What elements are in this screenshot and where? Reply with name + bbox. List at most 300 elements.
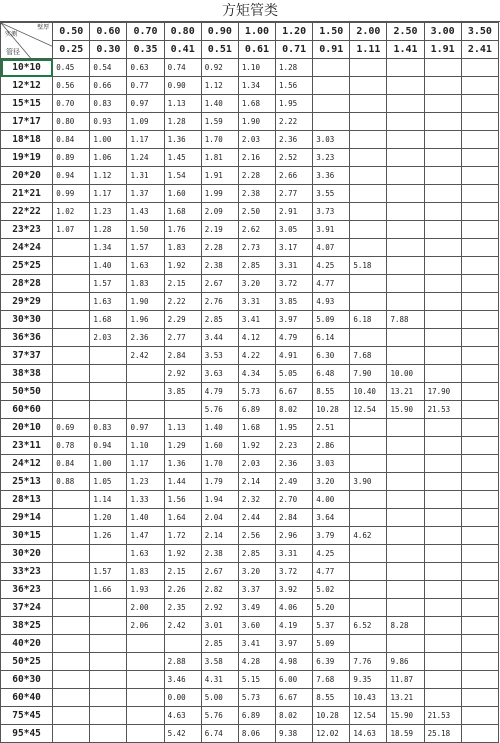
weight-cell[interactable]: 3.31	[238, 293, 275, 311]
weight-cell[interactable]: 0.00	[164, 689, 201, 707]
weight-cell[interactable]: 3.44	[201, 329, 238, 347]
weight-cell[interactable]	[461, 455, 498, 473]
pipe-size-cell[interactable]: 24*24	[1, 239, 53, 257]
pipe-size-cell[interactable]: 24*12	[1, 455, 53, 473]
weight-cell[interactable]: 1.96	[127, 311, 164, 329]
weight-cell[interactable]	[461, 257, 498, 275]
weight-cell[interactable]	[127, 383, 164, 401]
weight-cell[interactable]	[461, 221, 498, 239]
weight-cell[interactable]: 8.02	[276, 401, 313, 419]
weight-cell[interactable]: 8.55	[313, 689, 350, 707]
weight-cell[interactable]: 2.85	[238, 257, 275, 275]
header-measured-thickness[interactable]: 0.91	[313, 41, 350, 59]
weight-cell[interactable]: 3.79	[313, 527, 350, 545]
weight-cell[interactable]	[350, 113, 387, 131]
pipe-size-cell[interactable]: 30*15	[1, 527, 53, 545]
weight-cell[interactable]: 2.03	[90, 329, 127, 347]
weight-cell[interactable]: 2.66	[276, 167, 313, 185]
weight-cell[interactable]: 6.14	[313, 329, 350, 347]
weight-cell[interactable]: 1.20	[90, 509, 127, 527]
header-nominal-thickness[interactable]: 0.50	[53, 23, 90, 41]
weight-cell[interactable]: 1.94	[201, 491, 238, 509]
weight-cell[interactable]: 7.68	[313, 671, 350, 689]
weight-cell[interactable]: 3.73	[313, 203, 350, 221]
weight-cell[interactable]	[461, 653, 498, 671]
weight-cell[interactable]	[350, 599, 387, 617]
weight-cell[interactable]	[424, 311, 461, 329]
weight-cell[interactable]: 1.83	[127, 563, 164, 581]
weight-cell[interactable]: 2.09	[201, 203, 238, 221]
weight-cell[interactable]	[387, 95, 424, 113]
weight-cell[interactable]	[424, 257, 461, 275]
weight-cell[interactable]: 1.43	[127, 203, 164, 221]
weight-cell[interactable]	[90, 383, 127, 401]
weight-cell[interactable]: 2.50	[238, 203, 275, 221]
weight-cell[interactable]	[90, 401, 127, 419]
weight-cell[interactable]	[350, 635, 387, 653]
weight-cell[interactable]	[387, 509, 424, 527]
weight-cell[interactable]: 3.91	[313, 221, 350, 239]
header-nominal-thickness[interactable]: 1.20	[276, 23, 313, 41]
weight-cell[interactable]	[350, 95, 387, 113]
weight-cell[interactable]: 5.20	[313, 599, 350, 617]
weight-cell[interactable]: 1.28	[164, 113, 201, 131]
weight-cell[interactable]: 2.23	[276, 437, 313, 455]
weight-cell[interactable]: 3.05	[276, 221, 313, 239]
weight-cell[interactable]	[387, 77, 424, 95]
weight-cell[interactable]: 2.06	[127, 617, 164, 635]
weight-cell[interactable]	[387, 275, 424, 293]
weight-cell[interactable]: 2.44	[238, 509, 275, 527]
weight-cell[interactable]: 1.23	[127, 473, 164, 491]
weight-cell[interactable]: 9.86	[387, 653, 424, 671]
weight-cell[interactable]: 10.40	[350, 383, 387, 401]
weight-cell[interactable]: 2.88	[164, 653, 201, 671]
weight-cell[interactable]	[387, 167, 424, 185]
weight-cell[interactable]: 2.56	[238, 527, 275, 545]
weight-cell[interactable]	[461, 671, 498, 689]
weight-cell[interactable]: 1.79	[201, 473, 238, 491]
weight-cell[interactable]: 3.36	[313, 167, 350, 185]
weight-cell[interactable]	[461, 689, 498, 707]
weight-cell[interactable]: 10.00	[387, 365, 424, 383]
weight-cell[interactable]: 6.89	[238, 401, 275, 419]
weight-cell[interactable]: 2.92	[164, 365, 201, 383]
weight-cell[interactable]	[387, 491, 424, 509]
weight-cell[interactable]: 1.40	[201, 419, 238, 437]
weight-cell[interactable]: 1.00	[90, 455, 127, 473]
header-nominal-thickness[interactable]: 3.00	[424, 23, 461, 41]
weight-cell[interactable]	[350, 185, 387, 203]
weight-cell[interactable]: 4.79	[201, 383, 238, 401]
weight-cell[interactable]: 21.53	[424, 707, 461, 725]
weight-cell[interactable]: 6.74	[201, 725, 238, 743]
weight-cell[interactable]: 6.18	[350, 311, 387, 329]
weight-cell[interactable]	[387, 329, 424, 347]
weight-cell[interactable]	[461, 77, 498, 95]
weight-cell[interactable]	[424, 527, 461, 545]
weight-cell[interactable]	[387, 563, 424, 581]
weight-cell[interactable]: 2.22	[276, 113, 313, 131]
weight-cell[interactable]	[424, 455, 461, 473]
weight-cell[interactable]	[461, 383, 498, 401]
weight-cell[interactable]: 13.21	[387, 383, 424, 401]
weight-cell[interactable]	[350, 437, 387, 455]
pipe-size-cell[interactable]: 36*36	[1, 329, 53, 347]
weight-cell[interactable]	[461, 581, 498, 599]
weight-cell[interactable]: 6.48	[313, 365, 350, 383]
weight-cell[interactable]	[461, 617, 498, 635]
pipe-size-cell[interactable]: 38*38	[1, 365, 53, 383]
weight-cell[interactable]	[313, 77, 350, 95]
weight-cell[interactable]	[53, 257, 90, 275]
pipe-size-cell[interactable]: 75*45	[1, 707, 53, 725]
weight-cell[interactable]: 4.34	[238, 365, 275, 383]
weight-cell[interactable]: 4.28	[238, 653, 275, 671]
weight-cell[interactable]: 1.07	[53, 221, 90, 239]
pipe-size-cell[interactable]: 10*10	[1, 59, 53, 77]
weight-cell[interactable]: 4.25	[313, 257, 350, 275]
weight-cell[interactable]: 4.22	[238, 347, 275, 365]
weight-cell[interactable]: 4.77	[313, 563, 350, 581]
weight-cell[interactable]: 6.89	[238, 707, 275, 725]
pipe-size-cell[interactable]: 17*17	[1, 113, 53, 131]
weight-cell[interactable]	[90, 365, 127, 383]
weight-cell[interactable]: 21.53	[424, 401, 461, 419]
weight-cell[interactable]: 2.85	[201, 311, 238, 329]
weight-cell[interactable]: 4.98	[276, 653, 313, 671]
weight-cell[interactable]	[387, 203, 424, 221]
weight-cell[interactable]	[424, 113, 461, 131]
weight-cell[interactable]	[127, 725, 164, 743]
weight-cell[interactable]	[53, 707, 90, 725]
weight-cell[interactable]: 3.37	[238, 581, 275, 599]
weight-cell[interactable]: 1.12	[90, 167, 127, 185]
weight-cell[interactable]	[424, 59, 461, 77]
weight-cell[interactable]: 3.85	[164, 383, 201, 401]
pipe-size-cell[interactable]: 40*20	[1, 635, 53, 653]
weight-cell[interactable]: 3.31	[276, 257, 313, 275]
header-measured-thickness[interactable]: 0.71	[276, 41, 313, 59]
weight-cell[interactable]: 1.13	[164, 419, 201, 437]
header-measured-thickness[interactable]: 0.30	[90, 41, 127, 59]
weight-cell[interactable]: 1.68	[238, 419, 275, 437]
weight-cell[interactable]: 8.55	[313, 383, 350, 401]
weight-cell[interactable]: 8.06	[238, 725, 275, 743]
weight-cell[interactable]: 1.60	[164, 185, 201, 203]
weight-cell[interactable]: 0.54	[90, 59, 127, 77]
weight-cell[interactable]: 1.93	[127, 581, 164, 599]
weight-cell[interactable]: 1.57	[127, 239, 164, 257]
weight-cell[interactable]	[424, 581, 461, 599]
weight-cell[interactable]	[350, 509, 387, 527]
weight-cell[interactable]: 3.97	[276, 311, 313, 329]
weight-cell[interactable]: 4.63	[164, 707, 201, 725]
weight-cell[interactable]: 3.92	[276, 581, 313, 599]
weight-cell[interactable]	[53, 545, 90, 563]
weight-cell[interactable]	[53, 329, 90, 347]
weight-cell[interactable]: 3.90	[350, 473, 387, 491]
weight-cell[interactable]	[461, 149, 498, 167]
weight-cell[interactable]: 0.88	[53, 473, 90, 491]
weight-cell[interactable]: 2.70	[276, 491, 313, 509]
weight-cell[interactable]: 1.40	[90, 257, 127, 275]
weight-cell[interactable]: 0.97	[127, 95, 164, 113]
weight-cell[interactable]	[53, 725, 90, 743]
weight-cell[interactable]: 4.79	[276, 329, 313, 347]
weight-cell[interactable]: 1.54	[164, 167, 201, 185]
weight-cell[interactable]	[424, 563, 461, 581]
weight-cell[interactable]: 4.31	[201, 671, 238, 689]
weight-cell[interactable]: 0.84	[53, 131, 90, 149]
weight-cell[interactable]: 2.38	[201, 545, 238, 563]
weight-cell[interactable]	[53, 527, 90, 545]
weight-cell[interactable]: 3.41	[238, 635, 275, 653]
weight-cell[interactable]: 1.36	[164, 131, 201, 149]
weight-cell[interactable]: 1.92	[164, 545, 201, 563]
pipe-size-cell[interactable]: 60*40	[1, 689, 53, 707]
weight-cell[interactable]: 17.90	[424, 383, 461, 401]
weight-cell[interactable]	[53, 275, 90, 293]
weight-cell[interactable]: 1.40	[127, 509, 164, 527]
header-nominal-thickness[interactable]: 3.50	[461, 23, 498, 41]
weight-cell[interactable]: 6.52	[350, 617, 387, 635]
weight-cell[interactable]	[53, 239, 90, 257]
weight-cell[interactable]: 0.93	[90, 113, 127, 131]
weight-cell[interactable]: 1.95	[276, 95, 313, 113]
weight-cell[interactable]: 12.54	[350, 401, 387, 419]
weight-cell[interactable]	[387, 599, 424, 617]
weight-cell[interactable]: 1.56	[276, 77, 313, 95]
weight-cell[interactable]: 1.72	[164, 527, 201, 545]
weight-cell[interactable]	[53, 401, 90, 419]
pipe-size-cell[interactable]: 23*23	[1, 221, 53, 239]
weight-cell[interactable]: 2.92	[201, 599, 238, 617]
weight-cell[interactable]	[424, 275, 461, 293]
weight-cell[interactable]	[350, 77, 387, 95]
weight-cell[interactable]	[53, 365, 90, 383]
weight-cell[interactable]: 2.38	[238, 185, 275, 203]
header-nominal-thickness[interactable]: 0.70	[127, 23, 164, 41]
weight-cell[interactable]: 1.56	[164, 491, 201, 509]
weight-cell[interactable]	[350, 329, 387, 347]
weight-cell[interactable]	[90, 671, 127, 689]
weight-cell[interactable]: 2.00	[127, 599, 164, 617]
weight-cell[interactable]: 12.54	[350, 707, 387, 725]
weight-cell[interactable]: 2.38	[201, 257, 238, 275]
weight-cell[interactable]	[127, 401, 164, 419]
weight-cell[interactable]: 2.03	[238, 131, 275, 149]
weight-cell[interactable]: 14.63	[350, 725, 387, 743]
pipe-size-cell[interactable]: 12*12	[1, 77, 53, 95]
weight-cell[interactable]: 1.70	[201, 131, 238, 149]
weight-cell[interactable]	[350, 59, 387, 77]
weight-cell[interactable]	[53, 671, 90, 689]
weight-cell[interactable]: 1.68	[238, 95, 275, 113]
weight-cell[interactable]: 1.00	[90, 131, 127, 149]
weight-cell[interactable]: 1.36	[164, 455, 201, 473]
weight-cell[interactable]	[424, 599, 461, 617]
header-nominal-thickness[interactable]: 0.80	[164, 23, 201, 41]
weight-cell[interactable]: 11.87	[387, 671, 424, 689]
weight-cell[interactable]	[350, 581, 387, 599]
weight-cell[interactable]: 1.10	[238, 59, 275, 77]
weight-cell[interactable]	[350, 455, 387, 473]
pipe-size-cell[interactable]: 19*19	[1, 149, 53, 167]
weight-cell[interactable]	[424, 491, 461, 509]
weight-cell[interactable]: 2.91	[276, 203, 313, 221]
weight-cell[interactable]: 1.57	[90, 275, 127, 293]
weight-cell[interactable]: 5.76	[201, 707, 238, 725]
weight-cell[interactable]	[53, 599, 90, 617]
weight-cell[interactable]: 2.77	[164, 329, 201, 347]
weight-cell[interactable]: 5.05	[276, 365, 313, 383]
weight-cell[interactable]: 6.30	[313, 347, 350, 365]
weight-cell[interactable]: 1.23	[90, 203, 127, 221]
weight-cell[interactable]: 2.76	[201, 293, 238, 311]
weight-cell[interactable]: 1.24	[127, 149, 164, 167]
weight-cell[interactable]	[53, 509, 90, 527]
weight-cell[interactable]: 0.94	[53, 167, 90, 185]
header-nominal-thickness[interactable]: 2.50	[387, 23, 424, 41]
pipe-size-cell[interactable]: 60*30	[1, 671, 53, 689]
pipe-size-cell[interactable]: 30*20	[1, 545, 53, 563]
weight-cell[interactable]	[461, 347, 498, 365]
pipe-size-cell[interactable]: 22*22	[1, 203, 53, 221]
weight-cell[interactable]	[53, 347, 90, 365]
weight-cell[interactable]: 3.03	[313, 455, 350, 473]
weight-cell[interactable]	[90, 689, 127, 707]
weight-cell[interactable]	[350, 149, 387, 167]
weight-cell[interactable]: 2.51	[313, 419, 350, 437]
weight-cell[interactable]: 1.64	[164, 509, 201, 527]
weight-cell[interactable]: 1.70	[201, 455, 238, 473]
weight-cell[interactable]: 5.73	[238, 383, 275, 401]
weight-cell[interactable]	[90, 545, 127, 563]
weight-cell[interactable]: 1.10	[127, 437, 164, 455]
pipe-size-cell[interactable]: 20*20	[1, 167, 53, 185]
weight-cell[interactable]	[461, 401, 498, 419]
weight-cell[interactable]	[424, 167, 461, 185]
weight-cell[interactable]: 1.31	[127, 167, 164, 185]
weight-cell[interactable]: 4.91	[276, 347, 313, 365]
weight-cell[interactable]: 1.09	[127, 113, 164, 131]
weight-cell[interactable]: 3.85	[276, 293, 313, 311]
weight-cell[interactable]: 6.00	[276, 671, 313, 689]
weight-cell[interactable]: 13.21	[387, 689, 424, 707]
weight-cell[interactable]	[424, 185, 461, 203]
weight-cell[interactable]	[461, 239, 498, 257]
weight-cell[interactable]: 1.13	[164, 95, 201, 113]
weight-cell[interactable]: 6.67	[276, 689, 313, 707]
weight-cell[interactable]	[387, 221, 424, 239]
weight-cell[interactable]	[387, 293, 424, 311]
weight-cell[interactable]: 3.20	[313, 473, 350, 491]
weight-cell[interactable]: 8.02	[276, 707, 313, 725]
weight-cell[interactable]: 2.04	[201, 509, 238, 527]
weight-cell[interactable]: 1.12	[201, 77, 238, 95]
weight-cell[interactable]: 1.63	[127, 257, 164, 275]
weight-cell[interactable]: 1.92	[238, 437, 275, 455]
weight-cell[interactable]: 2.96	[276, 527, 313, 545]
weight-cell[interactable]: 2.82	[201, 581, 238, 599]
weight-cell[interactable]: 8.28	[387, 617, 424, 635]
weight-cell[interactable]: 2.29	[164, 311, 201, 329]
weight-cell[interactable]: 3.46	[164, 671, 201, 689]
weight-cell[interactable]	[424, 329, 461, 347]
header-nominal-thickness[interactable]: 1.00	[238, 23, 275, 41]
weight-cell[interactable]: 1.34	[238, 77, 275, 95]
weight-cell[interactable]: 3.64	[313, 509, 350, 527]
weight-cell[interactable]	[461, 365, 498, 383]
weight-cell[interactable]	[424, 95, 461, 113]
weight-cell[interactable]: 1.28	[276, 59, 313, 77]
weight-cell[interactable]	[350, 221, 387, 239]
weight-cell[interactable]	[387, 527, 424, 545]
weight-cell[interactable]: 3.17	[276, 239, 313, 257]
weight-cell[interactable]: 2.67	[201, 563, 238, 581]
weight-cell[interactable]: 2.15	[164, 275, 201, 293]
weight-cell[interactable]: 3.01	[201, 617, 238, 635]
weight-cell[interactable]: 2.42	[164, 617, 201, 635]
header-measured-thickness[interactable]: 1.91	[424, 41, 461, 59]
weight-cell[interactable]: 4.19	[276, 617, 313, 635]
weight-cell[interactable]	[424, 689, 461, 707]
weight-cell[interactable]: 1.57	[90, 563, 127, 581]
weight-cell[interactable]: 0.45	[53, 59, 90, 77]
pipe-size-cell[interactable]: 18*18	[1, 131, 53, 149]
header-nominal-thickness[interactable]: 2.00	[350, 23, 387, 41]
weight-cell[interactable]	[461, 491, 498, 509]
weight-cell[interactable]: 3.49	[238, 599, 275, 617]
weight-cell[interactable]: 0.97	[127, 419, 164, 437]
weight-cell[interactable]: 0.74	[164, 59, 201, 77]
weight-cell[interactable]	[387, 239, 424, 257]
weight-cell[interactable]: 4.12	[238, 329, 275, 347]
weight-cell[interactable]: 1.63	[90, 293, 127, 311]
weight-cell[interactable]	[424, 221, 461, 239]
weight-cell[interactable]: 1.81	[201, 149, 238, 167]
weight-cell[interactable]	[387, 419, 424, 437]
weight-cell[interactable]: 1.17	[90, 185, 127, 203]
weight-cell[interactable]	[424, 203, 461, 221]
weight-cell[interactable]	[424, 77, 461, 95]
weight-cell[interactable]: 4.00	[313, 491, 350, 509]
weight-cell[interactable]: 2.14	[201, 527, 238, 545]
weight-cell[interactable]: 0.83	[90, 95, 127, 113]
weight-cell[interactable]: 1.63	[127, 545, 164, 563]
weight-cell[interactable]: 1.99	[201, 185, 238, 203]
weight-cell[interactable]	[461, 329, 498, 347]
weight-cell[interactable]	[424, 131, 461, 149]
weight-cell[interactable]	[461, 419, 498, 437]
pipe-size-cell[interactable]: 20*10	[1, 419, 53, 437]
weight-cell[interactable]: 3.58	[201, 653, 238, 671]
weight-cell[interactable]	[424, 635, 461, 653]
weight-cell[interactable]	[461, 131, 498, 149]
pipe-size-cell[interactable]: 95*45	[1, 725, 53, 743]
weight-cell[interactable]: 3.60	[238, 617, 275, 635]
weight-cell[interactable]	[90, 635, 127, 653]
weight-cell[interactable]	[127, 653, 164, 671]
weight-cell[interactable]: 3.63	[201, 365, 238, 383]
weight-cell[interactable]	[127, 689, 164, 707]
weight-cell[interactable]: 1.90	[238, 113, 275, 131]
weight-cell[interactable]	[313, 59, 350, 77]
weight-cell[interactable]	[350, 563, 387, 581]
weight-cell[interactable]	[313, 95, 350, 113]
weight-cell[interactable]	[350, 419, 387, 437]
